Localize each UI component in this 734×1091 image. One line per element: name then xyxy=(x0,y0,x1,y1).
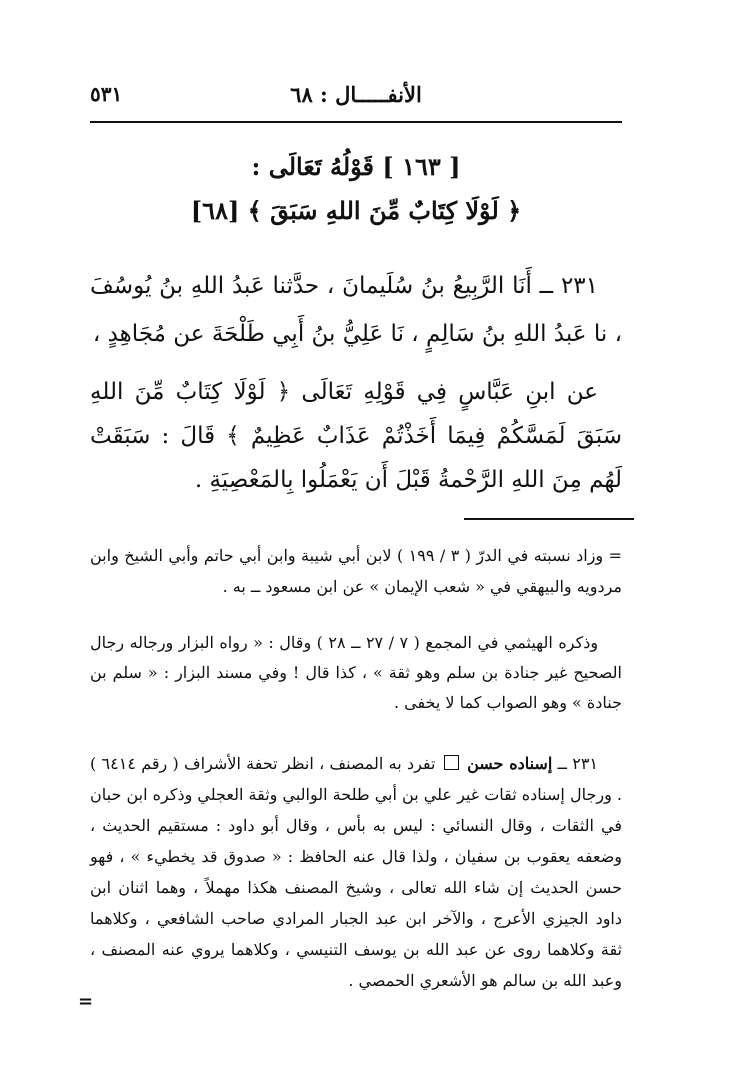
hadith-matn: عن ابنِ عَبَّاسٍ فِي قَوْلِهِ تَعَالَى ﴿ لَوْلَا كِتَابٌ مِّنَ اللهِ سَبَقَ لَمَسَّكُمْ فِيمَا أَخَذْتُمْ عَذَابٌ عَظِيمٌ ﴾ قَالَ : سَبَقَتْ لَهُم مِنَ اللهِ الرَّحْمةُ قَبْلَ أَن يَعْمَلُوا بِالمَعْصِيَةِ . xyxy=(90,379,622,493)
footnote-continuation: = وزاد نسبته في الدرّ ( ٣ / ١٩٩ ) لابن أبي شيبة وابن أبي حاتم وأبي الشيخ وابن مردويه والبيهقي في « شعب الإيمان » عن ابن مسعود ــ به . xyxy=(90,546,622,596)
header-rule xyxy=(90,121,622,123)
hadith-isnad: ٢٣١ ــ أَنَا الرَّبِيعُ بنُ سُلَيمانَ ، حدَّثنا عَبدُ اللهِ بنُ يُوسُفَ ، نا عَبدُ اللهِ بنُ سَالِمٍ ، نَا عَلِيُّ بنُ أَبِي طَلْحَةَ عن مُجَاهِدٍ ، xyxy=(90,273,622,347)
quran-verse-heading: ﴿ لَوْلَا كِتَابٌ مِّنَ اللهِ سَبَقَ ﴾ [٦٨] xyxy=(190,196,522,225)
footnote-rule xyxy=(464,518,634,520)
box-mark-icon xyxy=(444,755,459,770)
footnote-231 xyxy=(90,748,622,996)
footnote-haythami: وذكره الهيثمي في المجمع ( ٧ / ٢٧ ــ ٢٨ ) وقال : « رواه البزار ورجاله رجال الصحيح غير جنادة بن سلم وهو ثقة » ، كذا قال ! وفي مسند البزار : « سلم بن جنادة » وهو الصواب كما لا يخفى . xyxy=(90,633,622,712)
footnote-231-text: تفرد به المصنف ، انظر تحفة الأشراف ( رقم ٦٤١٤ ) . ورجال إسناده ثقات غير علي بن أبي طلحة الوالبي وثقة العجلي وذكره ابن حبان في الثقات ، وقال النسائي : ليس به بأس ، وقال أبو داود : مستقيم الحديث ، وضعفه يعقوب بن سفيان ، ولذا قال عنه الحافظ : « صدوق قد يخطيء » ، فهو حسن الحديث إن شاء الله تعالى ، وشيخ المصنف هكذا مهملاً ، وهما اثنان ابن داود الجيزي الأعرج ، والآخر ابن عبد الجبار المرادي صاحب الشافعي ، وكلاهما ثقة وكلاهما روى عن عبد الله بن يوسف التنيسي ، وكلاهما يروي عنه المصنف ، وعبد الله بن سالم هو الأشعري الحمصي . xyxy=(90,754,622,990)
page-number: ٥٣١ xyxy=(90,82,123,106)
section-heading: [ ١٦٣ ] قَوْلُهُ تَعَالَى : xyxy=(251,152,461,181)
running-title: الأنفـــــال : ٦٨ xyxy=(290,82,422,107)
grading-label: إسناده حسن xyxy=(467,754,553,773)
page-header xyxy=(90,82,622,118)
footnote-number: ٢٣١ ــ xyxy=(557,754,599,773)
continuation-mark: = xyxy=(78,991,94,1012)
